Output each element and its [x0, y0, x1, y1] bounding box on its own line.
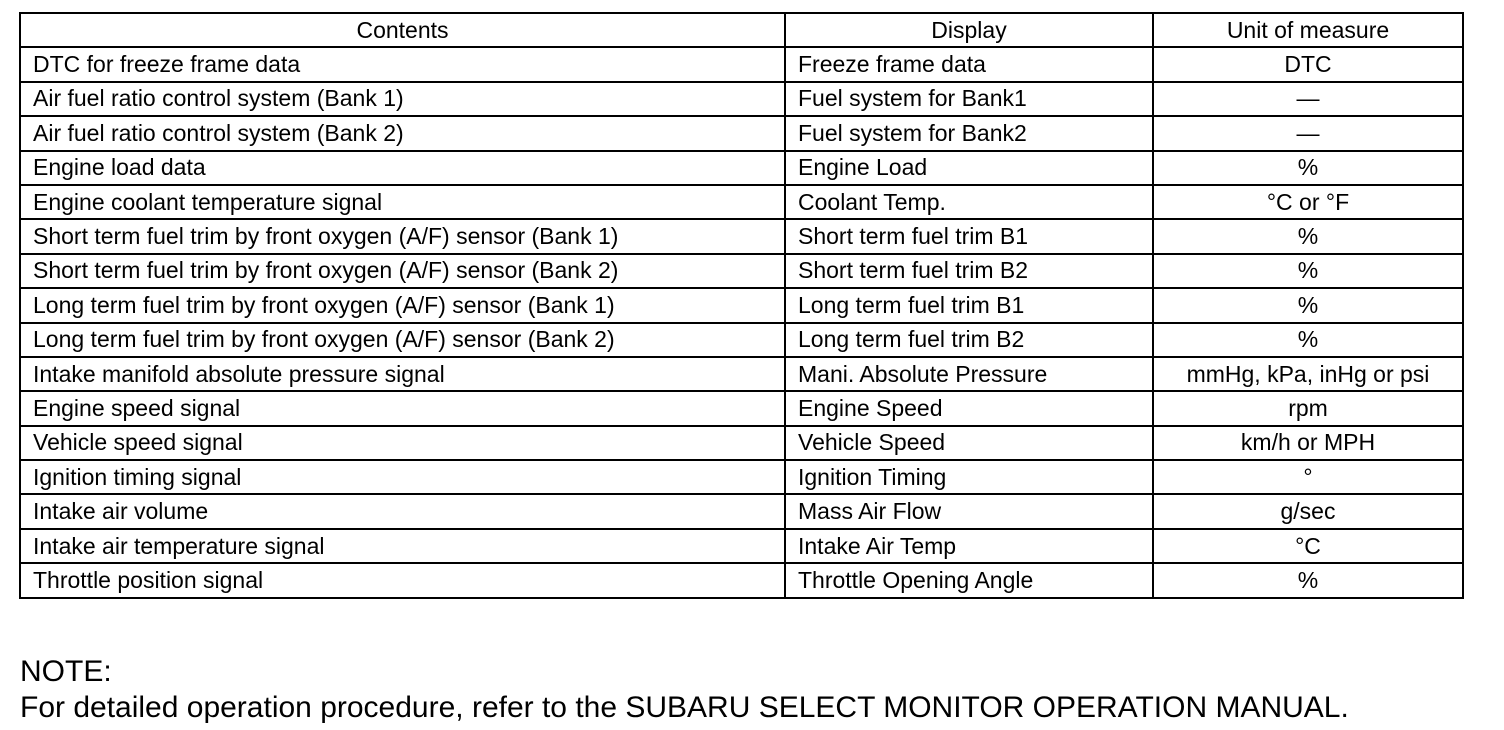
- cell-unit: rpm: [1153, 391, 1463, 425]
- table-row: [20, 529, 1463, 563]
- cell-contents: Intake manifold absolute pressure signal: [20, 357, 785, 391]
- cell-contents: Long term fuel trim by front oxygen (A/F) sensor (Bank 2): [20, 323, 785, 357]
- cell-unit: DTC: [1153, 47, 1463, 81]
- cell-unit: —: [1153, 116, 1463, 150]
- cell-unit: %: [1153, 151, 1463, 185]
- cell-display: Engine Load: [785, 151, 1153, 185]
- cell-display: Freeze frame data: [785, 47, 1153, 81]
- data-table: [19, 12, 1464, 599]
- table-row: [20, 116, 1463, 150]
- cell-unit: °C or °F: [1153, 185, 1463, 219]
- table-row: [20, 151, 1463, 185]
- table-row: [20, 494, 1463, 528]
- cell-display: Short term fuel trim B1: [785, 219, 1153, 253]
- table-row: [20, 323, 1463, 357]
- cell-display: Fuel system for Bank2: [785, 116, 1153, 150]
- cell-unit: km/h or MPH: [1153, 426, 1463, 460]
- cell-unit: g/sec: [1153, 494, 1463, 528]
- cell-display: Vehicle Speed: [785, 426, 1153, 460]
- note-text: For detailed operation procedure, refer to the SUBARU SELECT MONITOR OPERATION MANUAL.: [20, 691, 1349, 724]
- cell-unit: °: [1153, 460, 1463, 494]
- cell-contents: Air fuel ratio control system (Bank 1): [20, 82, 785, 116]
- cell-display: Long term fuel trim B2: [785, 323, 1153, 357]
- cell-display: Fuel system for Bank1: [785, 82, 1153, 116]
- cell-unit: %: [1153, 219, 1463, 253]
- table-row: [20, 47, 1463, 81]
- table-row: [20, 219, 1463, 253]
- table-row: [20, 254, 1463, 288]
- cell-unit: %: [1153, 323, 1463, 357]
- table-row: [20, 357, 1463, 391]
- cell-contents: Intake air temperature signal: [20, 529, 785, 563]
- cell-contents: Intake air volume: [20, 494, 785, 528]
- cell-unit: %: [1153, 254, 1463, 288]
- cell-unit: °C: [1153, 529, 1463, 563]
- table-row: [20, 426, 1463, 460]
- cell-display: Long term fuel trim B1: [785, 288, 1153, 322]
- table-row: [20, 460, 1463, 494]
- cell-contents: Long term fuel trim by front oxygen (A/F) sensor (Bank 1): [20, 288, 785, 322]
- cell-display: Short term fuel trim B2: [785, 254, 1153, 288]
- header-contents: Contents: [20, 13, 785, 47]
- cell-display: Mass Air Flow: [785, 494, 1153, 528]
- table-row: [20, 82, 1463, 116]
- cell-display: Intake Air Temp: [785, 529, 1153, 563]
- cell-display: Coolant Temp.: [785, 185, 1153, 219]
- cell-contents: DTC for freeze frame data: [20, 47, 785, 81]
- cell-contents: Throttle position signal: [20, 563, 785, 597]
- cell-display: Mani. Absolute Pressure: [785, 357, 1153, 391]
- table-body: [20, 47, 1463, 597]
- cell-contents: Vehicle speed signal: [20, 426, 785, 460]
- cell-unit: —: [1153, 82, 1463, 116]
- cell-unit: %: [1153, 563, 1463, 597]
- cell-contents: Air fuel ratio control system (Bank 2): [20, 116, 785, 150]
- cell-unit: mmHg, kPa, inHg or psi: [1153, 357, 1463, 391]
- cell-contents: Short term fuel trim by front oxygen (A/F) sensor (Bank 1): [20, 219, 785, 253]
- table-row: [20, 563, 1463, 597]
- cell-unit: %: [1153, 288, 1463, 322]
- cell-contents: Ignition timing signal: [20, 460, 785, 494]
- table-row: [20, 391, 1463, 425]
- table-header-row: [20, 13, 1463, 47]
- cell-display: Engine Speed: [785, 391, 1153, 425]
- note-block: [20, 654, 1349, 726]
- cell-contents: Short term fuel trim by front oxygen (A/F) sensor (Bank 2): [20, 254, 785, 288]
- table-row: [20, 185, 1463, 219]
- header-unit: Unit of measure: [1153, 13, 1463, 47]
- header-display: Display: [785, 13, 1153, 47]
- table-row: [20, 288, 1463, 322]
- cell-display: Ignition Timing: [785, 460, 1153, 494]
- cell-display: Throttle Opening Angle: [785, 563, 1153, 597]
- note-heading: NOTE:: [20, 655, 112, 688]
- cell-contents: Engine speed signal: [20, 391, 785, 425]
- cell-contents: Engine load data: [20, 151, 785, 185]
- cell-contents: Engine coolant temperature signal: [20, 185, 785, 219]
